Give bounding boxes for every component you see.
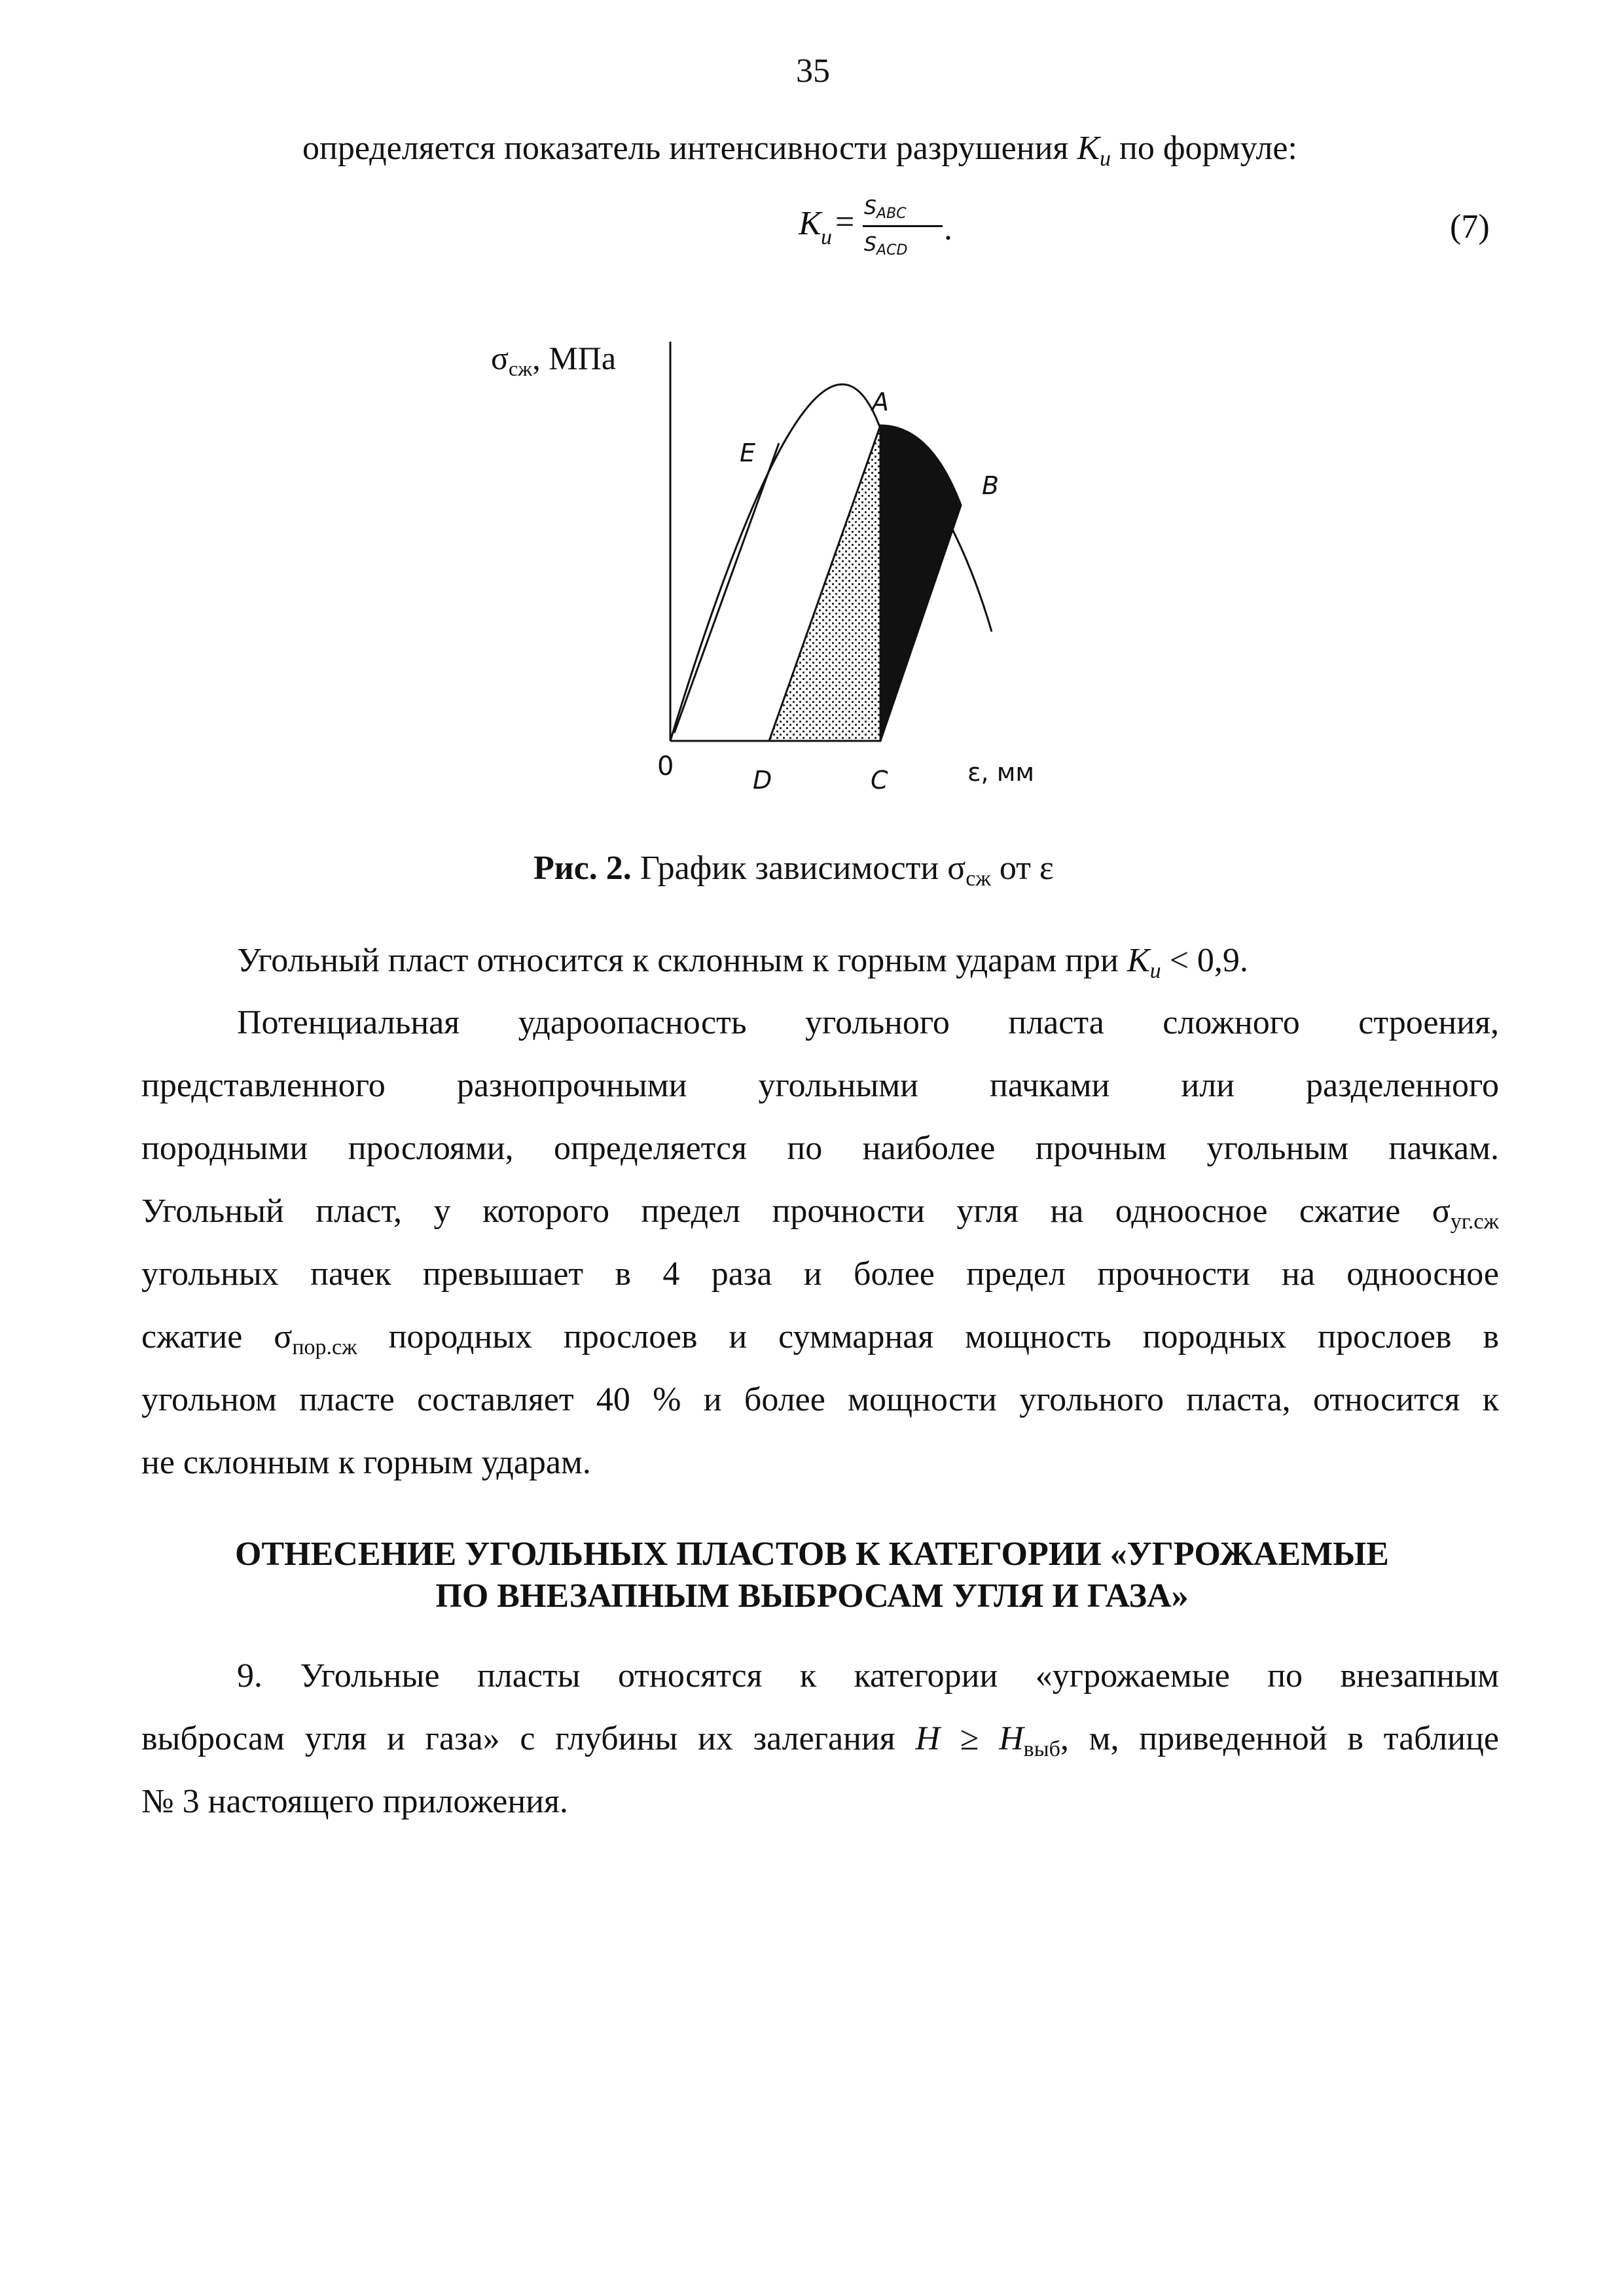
- paragraph-3-line-2: выбросам угля и газа» с глубины их залегания $H \ge H_{выб}$, м, приведенной в таблице: [141, 1720, 1499, 1761]
- paragraph-2-line-7: угольном пласте составляет 40 % и более мощности угольного пласта, относится к: [141, 1381, 1499, 1418]
- point-c-label: C: [871, 766, 888, 795]
- paragraph-2-line-3: породными прослоями, определяется по наиболее прочным угольным пачкам.: [141, 1130, 1499, 1167]
- intro-tail: по формуле:: [1119, 130, 1297, 167]
- point-d-label: D: [753, 766, 772, 795]
- paragraph-2-line-2: представленного разнопрочными угольными пачками или разделенного: [141, 1067, 1499, 1104]
- paragraph-2-line-5: угольных пачек превышает в 4 раза и более предел прочности на одноосное: [141, 1255, 1499, 1293]
- caption-bold: Рис. 2.: [533, 850, 632, 887]
- paragraph-1: Угольный пласт относится к склонным к горным ударам при $K_и < 0,9$.: [237, 942, 1248, 983]
- section-heading-line-1: ОТНЕСЕНИЕ УГОЛЬНЫХ ПЛАСТОВ К КАТЕГОРИИ «УГРОЖАЕМЫЕ: [235, 1535, 1389, 1573]
- triangle-acd: [769, 425, 880, 741]
- y-axis-label: $\sigma_{сж}$, МПа: [491, 340, 617, 380]
- point-b-label: B: [982, 471, 1000, 500]
- caption-text: График зависимости σ: [640, 850, 966, 887]
- formula-lhs: K: [799, 205, 821, 242]
- section-heading-line-2: ПО ВНЕЗАПНЫМ ВЫБРОСАМ УГЛЯ И ГАЗА»: [435, 1577, 1189, 1615]
- point-e-label: E: [740, 439, 756, 467]
- formula-number: (7): [1450, 208, 1490, 245]
- caption-sub: сж: [965, 867, 991, 891]
- point-a-label: A: [872, 387, 889, 416]
- page-number: 35: [796, 52, 830, 90]
- intro-text: определяется показатель интенсивности разрушения: [302, 130, 1069, 167]
- region-abc: [880, 425, 961, 741]
- formula-equals: =: [835, 204, 855, 241]
- tangent-line-e: [674, 443, 779, 733]
- formula-numerator: $S_{ABC}$: [864, 196, 907, 222]
- figure-caption: [533, 848, 1054, 889]
- intro-symbol: K: [1077, 130, 1100, 167]
- caption-tail: от ε: [999, 850, 1054, 887]
- intro-symbol-sub: и: [1100, 147, 1111, 171]
- paragraph-2-line-8: не склонным к горным ударам.: [141, 1444, 591, 1481]
- paragraph-3-line-1: 9. Угольные пласты относятся к категории «угрожаемые по внезапным: [237, 1657, 1499, 1695]
- origin-label: 0: [657, 751, 674, 781]
- paragraph-2-line-1: Потенциальная удароопасность угольного пласта сложного строения,: [237, 1004, 1499, 1041]
- paragraph-2-line-6: сжатие $\sigma_{пор.сж}$ породных прослоев и суммарная мощность породных прослоев в: [141, 1318, 1500, 1359]
- formula-denominator: $S_{ACD}$: [864, 233, 908, 259]
- x-axis-label: ε, мм: [967, 758, 1035, 787]
- paragraph-3-line-3: № 3 настоящего приложения.: [141, 1783, 568, 1820]
- formula-dot: .: [944, 210, 952, 247]
- formula-lhs-sub: и: [821, 225, 832, 249]
- paragraph-2-line-4: Угольный пласт, у которого предел прочности угля на одноосное сжатие $\sigma_{уг.сж}$: [141, 1193, 1499, 1234]
